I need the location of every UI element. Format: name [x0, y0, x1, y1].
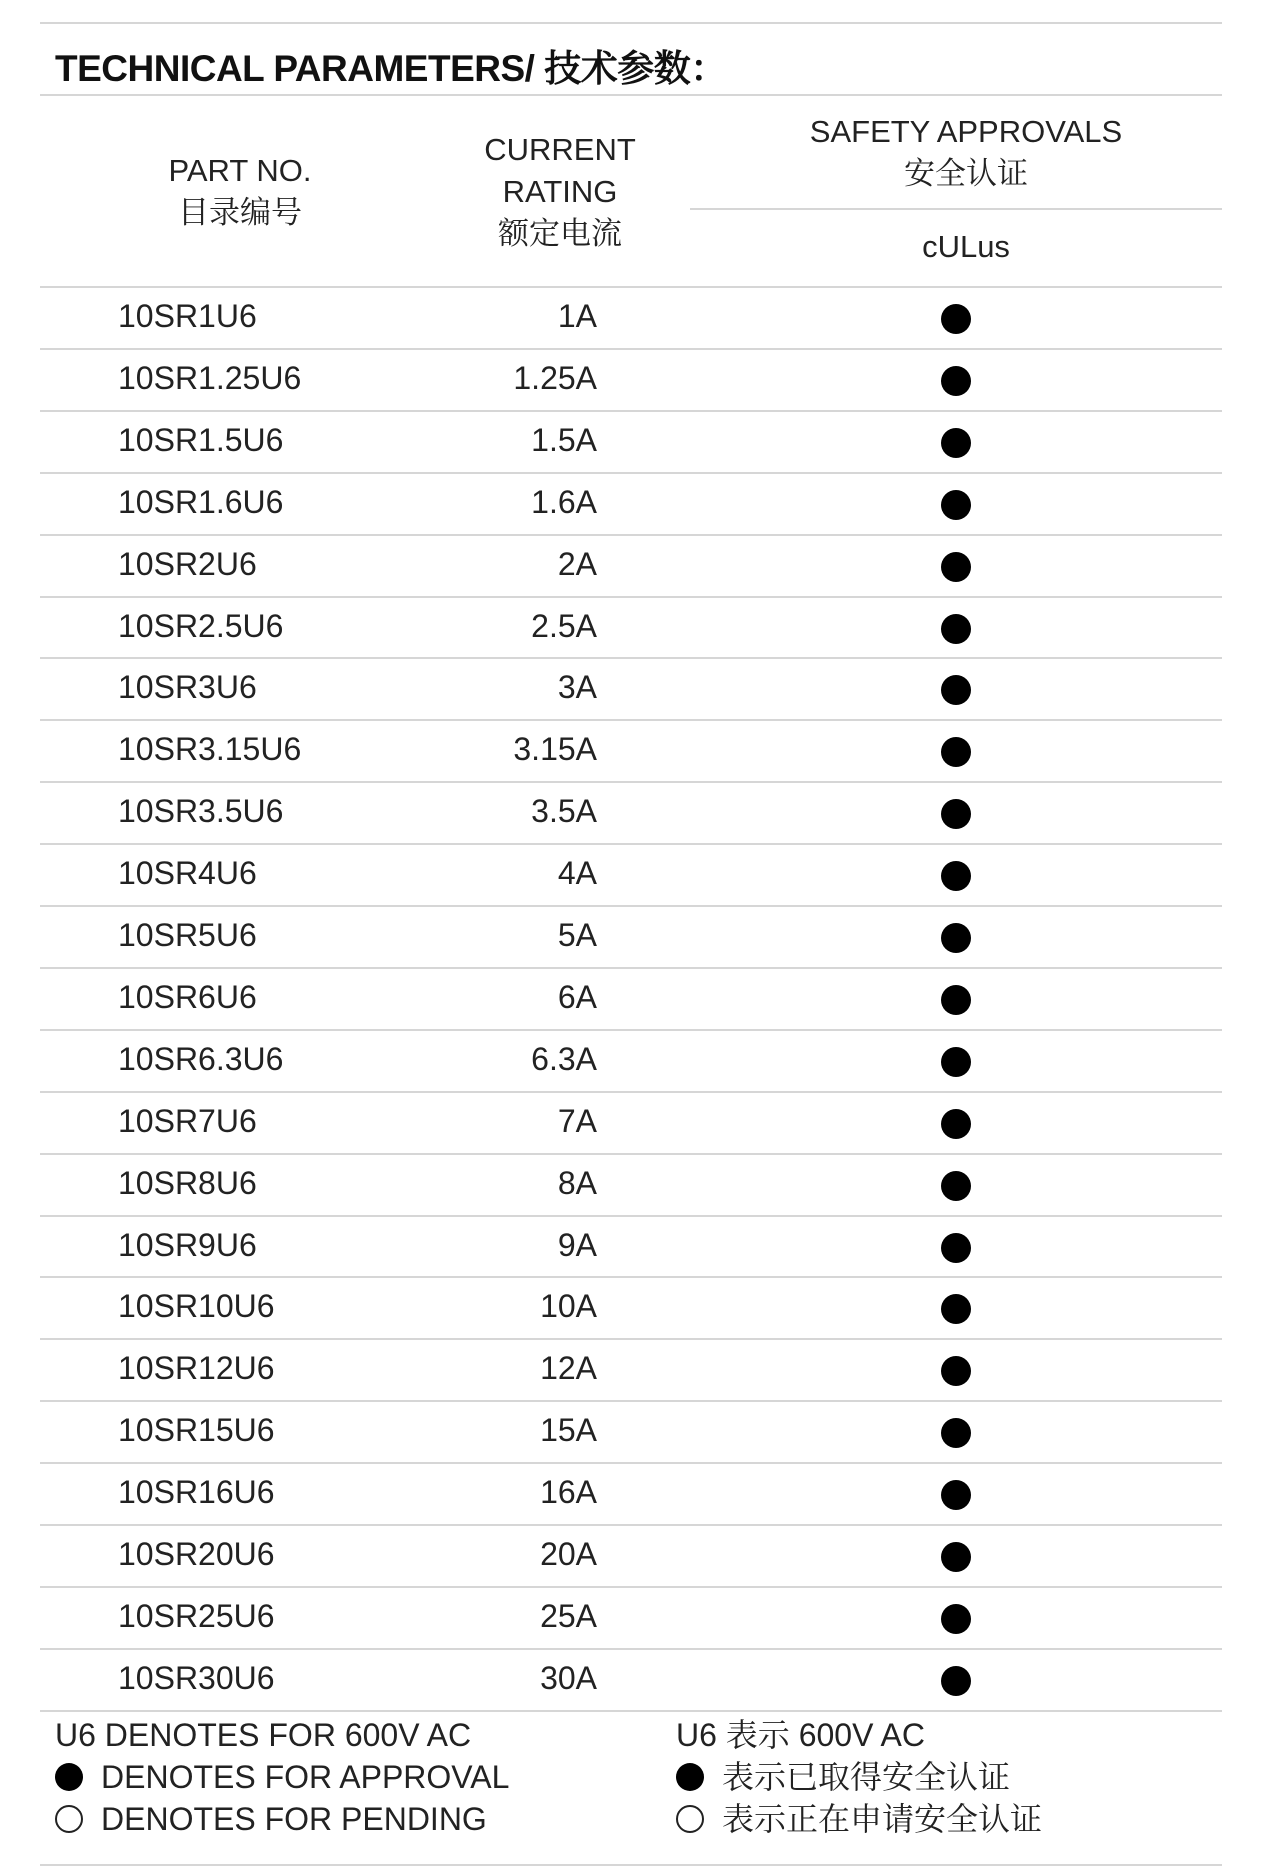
table-row	[40, 1588, 1222, 1650]
legend-approval-en-text: DENOTES FOR APPROVAL	[101, 1759, 510, 1795]
table-row	[40, 288, 1222, 350]
part-number-cell: 10SR5U6	[118, 917, 257, 953]
part-number-cell: 10SR6.3U6	[118, 1040, 284, 1077]
current-rating-cell: 1.25A	[513, 359, 597, 396]
header-current-rating	[440, 129, 680, 255]
current-rating-cell: 2.5A	[531, 607, 597, 644]
current-rating-cell: 5A	[557, 917, 597, 953]
part-number-cell: 10SR3U6	[118, 669, 257, 706]
empty-circle-icon	[676, 1805, 704, 1833]
table-row	[40, 350, 1222, 412]
legend-pending-en	[55, 1798, 509, 1840]
approved-dot-icon	[941, 1047, 971, 1077]
current-rating-cell: 2A	[557, 545, 597, 582]
current-rating-cell: 9A	[557, 1226, 597, 1263]
legend-pending-zh-text: 表示正在申请安全认证	[722, 1801, 1043, 1837]
table-row	[40, 412, 1222, 474]
approved-dot-icon	[941, 366, 971, 396]
table-row	[40, 1031, 1222, 1093]
part-number-cell: 10SR8U6	[118, 1164, 257, 1201]
title-rule	[40, 94, 1222, 96]
part-number-cell: 10SR1.6U6	[118, 483, 284, 520]
legend-pending-zh	[676, 1798, 1042, 1840]
current-rating-cell: 1.6A	[531, 483, 597, 520]
part-number-cell: 10SR10U6	[118, 1288, 275, 1325]
table-row	[40, 783, 1222, 845]
legend-en	[55, 1714, 509, 1840]
table-row	[40, 1217, 1222, 1279]
table-row	[40, 721, 1222, 783]
top-rule	[40, 22, 1222, 24]
table-row	[40, 1278, 1222, 1340]
header-current-en-2: RATING	[502, 174, 618, 209]
legend-zh	[676, 1714, 1042, 1840]
table-row	[40, 1093, 1222, 1155]
part-number-cell: 10SR15U6	[118, 1412, 275, 1449]
table-row	[40, 1464, 1222, 1526]
part-number-cell: 10SR16U6	[118, 1474, 275, 1511]
empty-circle-icon	[55, 1805, 83, 1833]
current-rating-cell: 16A	[540, 1474, 597, 1511]
approved-dot-icon	[941, 614, 971, 644]
part-number-cell: 10SR12U6	[118, 1350, 275, 1387]
current-rating-cell: 15A	[540, 1412, 597, 1449]
table-row	[40, 969, 1222, 1031]
header-safety-zh: 安全认证	[904, 156, 1028, 191]
approved-dot-icon	[941, 923, 971, 953]
table-row	[40, 1155, 1222, 1217]
approved-dot-icon	[941, 861, 971, 891]
approved-dot-icon	[941, 1171, 971, 1201]
approved-dot-icon	[941, 1666, 971, 1696]
current-rating-cell: 6A	[557, 978, 597, 1015]
legend-approval-zh	[676, 1756, 1042, 1798]
current-rating-cell: 10A	[540, 1288, 597, 1325]
approved-dot-icon	[941, 1480, 971, 1510]
approved-dot-icon	[941, 1542, 971, 1572]
approved-dot-icon	[941, 1604, 971, 1634]
part-number-cell: 10SR3.5U6	[118, 793, 284, 830]
header-safety-approvals	[766, 111, 1166, 195]
current-rating-cell: 3A	[557, 669, 597, 706]
current-rating-cell: 20A	[540, 1536, 597, 1572]
part-number-cell: 10SR1.5U6	[118, 421, 284, 458]
part-number-cell: 10SR4U6	[118, 855, 257, 892]
table-row	[40, 845, 1222, 907]
legend-voltage-zh-text: U6 表示 600V AC	[676, 1717, 926, 1753]
bottom-rule	[40, 1864, 1222, 1866]
current-rating-cell: 1.5A	[531, 421, 597, 458]
table-row	[40, 1526, 1222, 1588]
current-rating-cell: 30A	[540, 1659, 597, 1696]
part-number-cell: 10SR2U6	[118, 545, 257, 582]
current-rating-cell: 1A	[557, 298, 597, 334]
approved-dot-icon	[941, 428, 971, 458]
table-row	[40, 598, 1222, 660]
part-number-cell: 10SR9U6	[118, 1226, 257, 1263]
table-row	[40, 659, 1222, 721]
part-number-cell: 10SR2.5U6	[118, 607, 284, 644]
table-row	[40, 1402, 1222, 1464]
current-rating-cell: 25A	[540, 1597, 597, 1634]
page-title: TECHNICAL PARAMETERS/ 技术参数：	[55, 48, 727, 89]
header-safety-en: SAFETY APPROVALS	[809, 114, 1123, 149]
current-rating-cell: 7A	[557, 1102, 597, 1139]
current-rating-cell: 3.5A	[531, 793, 597, 830]
filled-circle-icon	[55, 1763, 83, 1791]
legend-voltage-zh	[676, 1714, 1042, 1756]
approved-dot-icon	[941, 304, 971, 334]
current-rating-cell: 4A	[557, 855, 597, 892]
table-row	[40, 1650, 1222, 1712]
header-part-no	[120, 150, 360, 234]
table-row	[40, 536, 1222, 598]
part-number-cell: 10SR20U6	[118, 1536, 275, 1572]
legend-approval-en	[55, 1756, 509, 1798]
approved-dot-icon	[941, 985, 971, 1015]
part-number-cell: 10SR25U6	[118, 1597, 275, 1634]
approved-dot-icon	[941, 1109, 971, 1139]
header-current-en-1: CURRENT	[484, 132, 636, 167]
current-rating-cell: 6.3A	[531, 1040, 597, 1077]
header-sub-rule	[690, 208, 1222, 210]
header-current-zh: 额定电流	[498, 216, 622, 251]
table-row	[40, 474, 1222, 536]
part-number-cell: 10SR1U6	[118, 298, 257, 334]
part-number-cell: 10SR30U6	[118, 1659, 275, 1696]
approved-dot-icon	[941, 675, 971, 705]
legend-pending-en-text: DENOTES FOR PENDING	[101, 1801, 487, 1837]
filled-circle-icon	[676, 1763, 704, 1791]
part-number-cell: 10SR1.25U6	[118, 359, 302, 396]
part-number-cell: 10SR7U6	[118, 1102, 257, 1139]
legend-voltage-en-text: U6 DENOTES FOR 600V AC	[55, 1717, 472, 1753]
legend-approval-zh-text: 表示已取得安全认证	[722, 1759, 1011, 1795]
header-part-no-zh: 目录编号	[178, 195, 302, 230]
current-rating-cell: 12A	[540, 1350, 597, 1387]
approved-dot-icon	[941, 799, 971, 829]
approved-dot-icon	[941, 737, 971, 767]
approved-dot-icon	[941, 1294, 971, 1324]
header-part-no-en: PART NO.	[168, 153, 312, 188]
part-number-cell: 10SR6U6	[118, 978, 257, 1015]
approved-dot-icon	[941, 1418, 971, 1448]
approved-dot-icon	[941, 1356, 971, 1386]
current-rating-cell: 3.15A	[513, 731, 597, 768]
current-rating-cell: 8A	[557, 1164, 597, 1201]
approved-dot-icon	[941, 490, 971, 520]
legend-voltage-en	[55, 1714, 509, 1756]
table-row	[40, 907, 1222, 969]
row-divider	[40, 1710, 1222, 1712]
table-row	[40, 1340, 1222, 1402]
header-culus: cULus	[922, 229, 1010, 264]
approved-dot-icon	[941, 1233, 971, 1263]
approved-dot-icon	[941, 552, 971, 582]
part-number-cell: 10SR3.15U6	[118, 731, 302, 768]
